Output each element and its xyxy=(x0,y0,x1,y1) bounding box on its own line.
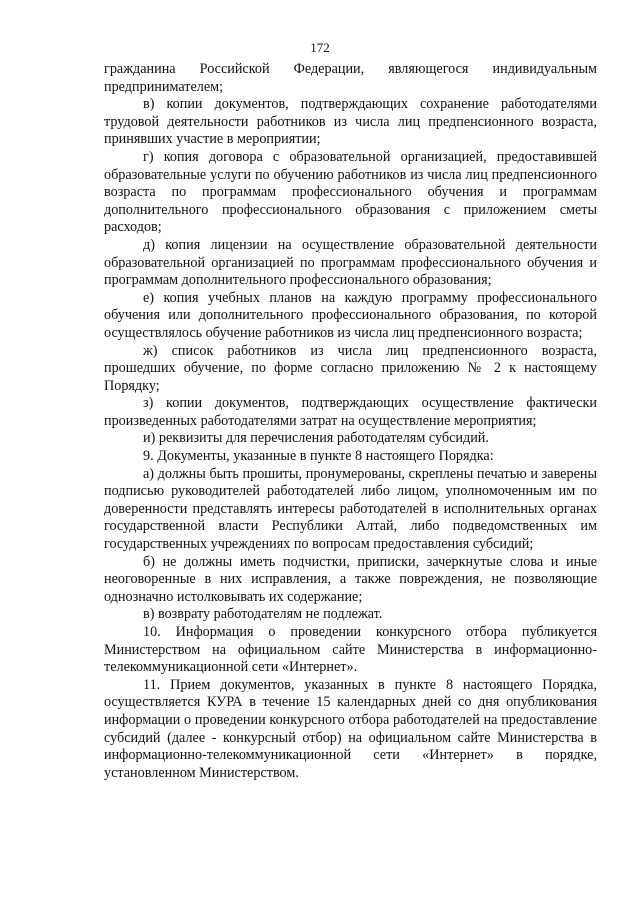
paragraph-continuation: гражданина Российской Федерации, являющегося индивидуальным предпринимателем; xyxy=(104,61,597,95)
document-body xyxy=(104,61,597,782)
paragraph-section-10: 10. Информация о проведении конкурсного отбора публикуется Министерством на официальном сайте Министерства в информационно-телекоммуникационной сети «Интернет». xyxy=(104,624,597,676)
paragraph-item-d: д) копия лицензии на осуществление образовательной деятельности образовательной организацией по программам профессионального обучения и программам дополнительного профессионального образования; xyxy=(104,236,597,289)
paragraph-item-i: и) реквизиты для перечисления работодателям субсидий. xyxy=(143,430,489,447)
paragraph-section-11: 11. Прием документов, указанных в пункте 8 настоящего Порядка, осуществляется КУРА в течение 15 календарных дней со дня опубликования информации о проведении конкурсного отбора работодателей на предоставление субсидий (далее - конкурсный отбор) на официальном сайте Министерства в информационно-телекоммуникационной сети «Интернет» в порядке, установленном Министерством. xyxy=(104,676,597,781)
paragraph-9-a: а) должны быть прошиты, пронумерованы, скреплены печатью и заверены подписью руководителей работодателей либо лицом, уполномоченным им по доверенности представлять интересы работодателей в исполнительных органах государственной власти Республики Алтай, либо подведомственных им государственных учреждениях по вопросам предоставления субсидий; xyxy=(104,465,597,553)
paragraph-section-9: 9. Документы, указанные в пункте 8 настоящего Порядка: xyxy=(143,448,494,465)
paragraph-item-v: в) копии документов, подтверждающих сохранение работодателями трудовой деятельности работников из числа лиц предпенсионного возраста, принявших участие в мероприятии; xyxy=(104,96,597,148)
paragraph-item-g: г) копия договора с образовательной организацией, предоставившей образовательные услуги по обучению работников из числа лиц предпенсионного возраста по программам профессионального обучения и программам дополнительного профессионального образования с приложением сметы расходов; xyxy=(104,148,597,236)
paragraph-item-e: е) копия учебных планов на каждую программу профессионального обучения или дополнительного профессионального образования, по которой осуществлялось обучение работников из числа лиц предпенсионного возраста; xyxy=(104,289,597,341)
paragraph-item-zh: ж) список работников из числа лиц предпенсионного возраста, прошедших обучение, по форме согласно приложению № 2 к настоящему Порядку; xyxy=(104,342,597,394)
paragraph-item-z: з) копии документов, подтверждающих осуществление фактически произведенных работодателями затрат на осуществление мероприятия; xyxy=(104,395,597,429)
paragraph-9-v: в) возврату работодателям не подлежат. xyxy=(143,606,383,623)
paragraph-9-b: б) не должны иметь подчистки, приписки, зачеркнутые слова и иные неоговоренные в них исправления, а также повреждения, не позволяющие однозначно истолковывать их содержание; xyxy=(104,553,597,605)
page-number: 172 xyxy=(310,40,330,55)
